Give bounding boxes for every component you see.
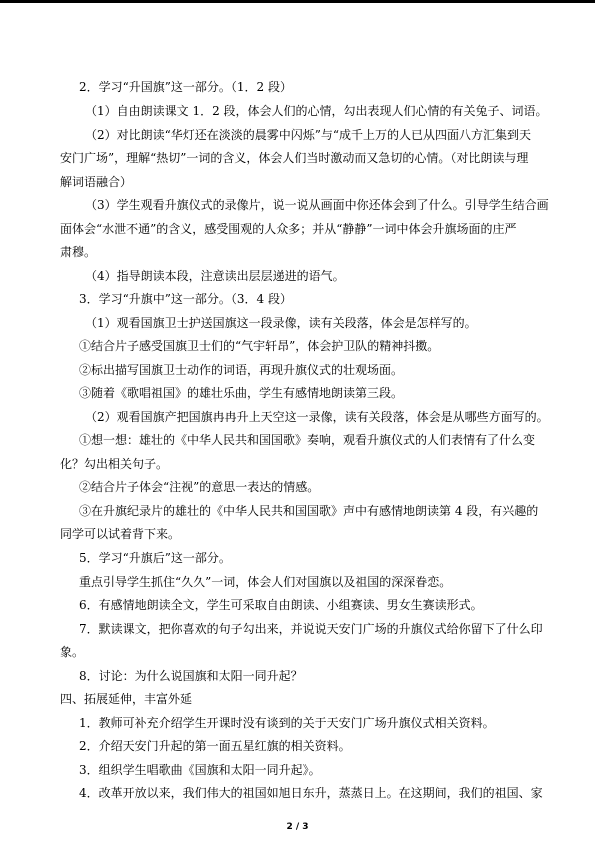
paragraph-line: 2．介绍天安门升起的第一面五星红旗的相关资料。 <box>79 739 351 753</box>
paragraph-line: 肃穆。 <box>60 245 97 259</box>
paragraph-line: ①结合片子感受国旗卫士们的“气宇轩昂”，体会护卫队的精神抖擞。 <box>79 339 440 353</box>
paragraph-line: 3．组织学生唱歌曲《国旗和太阳一同升起》。 <box>79 763 321 777</box>
paragraph-line: 4．改革开放以来，我们伟大的祖国如旭日东升，蒸蒸日上。在这期间，我们的祖国、家 <box>79 786 543 800</box>
paragraph-line: 象。 <box>60 645 85 659</box>
paragraph-line: 同学可以试着背下来。 <box>60 527 181 541</box>
paragraph-line: 7．默读课文，把你喜欢的句子勾出来，并说说天安门广场的升旗仪式给你留下了什么印 <box>79 622 543 636</box>
paragraph-line: 重点引导学生抓住“久久”一词，体会人们对国旗以及祖国的深深眷恋。 <box>79 575 452 589</box>
paragraph-line: 2．学习“升国旗”这一部分。（1．2 段） <box>79 80 292 94</box>
paragraph-line: 解词语融合） <box>60 175 133 189</box>
paragraph-line: （4）指导朗读本段，注意读出层层递进的语气。 <box>85 269 345 283</box>
paragraph-line: （3）学生观看升旗仪式的录像片，说一说从画面中你还体会到了什么。引导学生结合画 <box>85 198 549 212</box>
paragraph-line: ①想一想：雄壮的《中华人民共和国国歌》奏响，观看升旗仪式的人们表情有了什么变 <box>79 433 536 447</box>
paragraph-line: 安门广场”，理解“热切”一词的含义，体会人们当时激动而又急切的心情。（对比朗读与理 <box>60 151 529 165</box>
paragraph-line: ②结合片子体会“注视”的意思一表达的情感。 <box>79 480 320 494</box>
section-heading: 四、拓展延伸，丰富外延 <box>60 692 193 706</box>
paragraph-line: （2）观看国旗产把国旗冉冉升上天空这一录像，读有关段落，体会是从哪些方面写的。 <box>85 410 549 424</box>
top-border-rule <box>0 0 595 3</box>
paragraph-line: （1）自由朗读课文 1．2 段，体会人们的心情，勾出表现人们心情的有关兔子、词语。 <box>85 104 548 118</box>
page-number: 2 / 3 <box>286 822 309 832</box>
paragraph-line: 6．有感情地朗读全文，学生可采取自由朗读、小组赛读、男女生赛读形式。 <box>79 598 483 612</box>
paragraph-line: 8．讨论：为什么说国旗和太阳一同升起？ <box>79 669 303 683</box>
paragraph-line: （1）观看国旗卫士护送国旗这一段录像，读有关段落，体会是怎样写的。 <box>85 316 477 330</box>
paragraph-line: ③随着《歌唱祖国》的雄壮乐曲，学生有感情地朗读第三段。 <box>79 386 404 400</box>
paragraph-line: 3．学习“升旗中”这一部分。（3．4 段） <box>79 292 292 306</box>
paragraph-line: （2）对比朗读“华灯还在淡淡的晨雾中闪烁”与“成千上万的人已从四面八方汇集到天 <box>85 128 532 142</box>
paragraph-line: 面体会“水泄不通”的含义，感受围观的人众多；并从“静静”一词中体会升旗场面的庄严 <box>60 222 517 236</box>
paragraph-line: ③在升旗纪录片的雄壮的《中华人民共和国国歌》声中有感情地朗读第 4 段，有兴趣的 <box>79 504 539 518</box>
paragraph-line: 化？勾出相关句子。 <box>60 457 169 471</box>
paragraph-line: 5．学习“升旗后”这一部分。 <box>79 551 231 565</box>
paragraph-line: ②标出描写国旗卫士动作的词语，再现升旗仪式的壮观场面。 <box>79 363 404 377</box>
paragraph-line: 1．教师可补充介绍学生开课时没有谈到的关于天安门广场升旗仪式相关资料。 <box>79 716 495 730</box>
